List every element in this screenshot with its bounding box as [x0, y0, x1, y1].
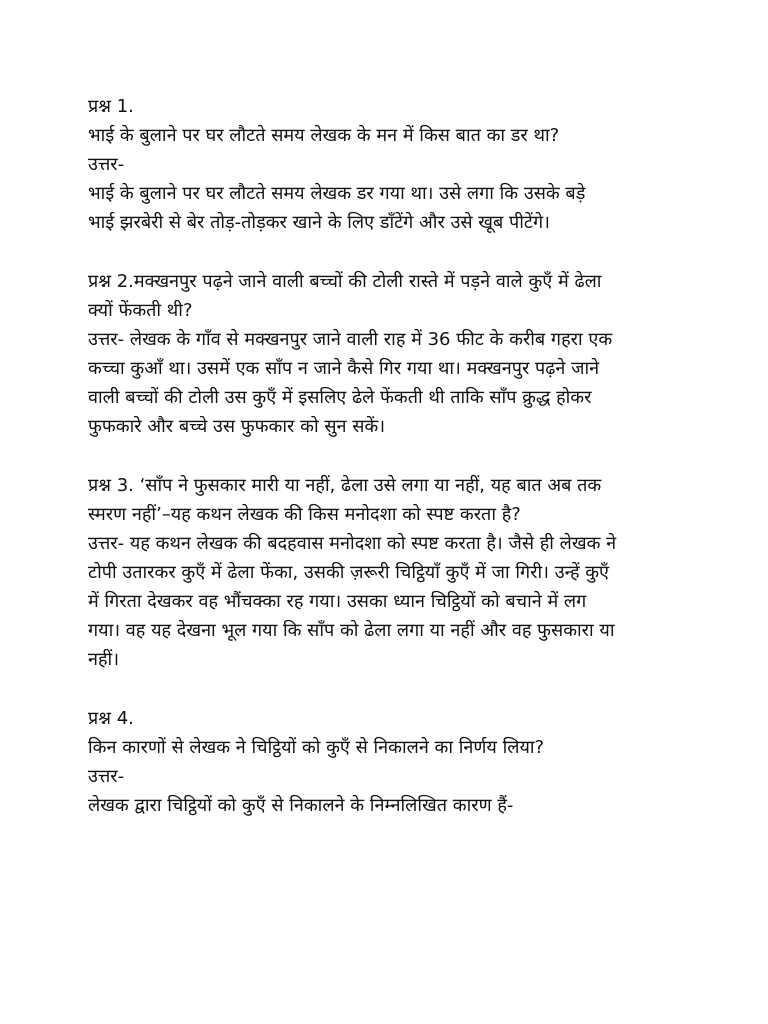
question-4-block	[88, 704, 688, 820]
question-2-line: प्रश्न 2.मक्खनपुर पढ़ने जाने वाली बच्चों की टोली रास्ते में पड़ने वाले कुएँ में ढेला	[88, 271, 602, 292]
paragraph-gap	[88, 441, 688, 471]
answer-1-line: भाई झरबेरी से बेर तोड़-तोड़कर खाने के लिए डाँटेंगे और उसे खूब पीटेंगे।	[88, 212, 550, 233]
question-1-label: प्रश्न 1.	[88, 96, 134, 117]
answer-2-line: कच्चा कुआँ था। उसमें एक साँप न जाने कैसे गिर गया था। मक्खनपुर पढ़ने जाने	[88, 358, 600, 379]
answer-3-line: नहीं।	[88, 649, 120, 670]
answer-4-line: लेखक द्वारा चिट्ठियों को कुएँ से निकालने के निम्नलिखित कारण हैं-	[88, 795, 514, 816]
document-page	[88, 92, 688, 820]
answer-2-line: वाली बच्चों की टोली उस कुएँ में इसलिए ढेले फेंकती थी ताकि साँप क्रुद्ध होकर	[88, 387, 592, 408]
question-3-line: प्रश्न 3. ‘साँप ने फुसकार मारी या नहीं, ढेला उसे लगा या नहीं, यह बात अब तक	[88, 475, 602, 496]
question-3-line: स्मरण नहीं’–यह कथन लेखक की किस मनोदशा को स्पष्ट करता है?	[88, 504, 521, 525]
answer-2-line: फुफकारे और बच्चे उस फुफकार को सुन सकें।	[88, 416, 386, 437]
answer-3-line: गया। वह यह देखना भूल गया कि साँप को ढेला लगा या नहीं और वह फुसकारा या	[88, 620, 615, 641]
question-1-text: भाई के बुलाने पर घर लौटते समय लेखक के मन में किस बात का डर था?	[88, 125, 560, 146]
answer-1-label: उत्तर-	[88, 154, 125, 175]
question-2-block	[88, 267, 688, 441]
answer-2-line: उत्तर- लेखक के गाँव से मक्खनपुर जाने वाली राह में 36 फीट के करीब गहरा एक	[88, 329, 613, 350]
question-4-label: प्रश्न 4.	[88, 708, 134, 729]
question-3-block	[88, 471, 688, 674]
answer-4-label: उत्तर-	[88, 766, 125, 787]
question-2-line: क्यों फेंकती थी?	[88, 300, 193, 321]
question-1-block	[88, 92, 688, 237]
paragraph-gap	[88, 674, 688, 704]
answer-3-line: में गिरता देखकर वह भौंचक्का रह गया। उसका ध्यान चिट्ठियों को बचाने में लग	[88, 591, 587, 612]
question-4-text: किन कारणों से लेखक ने चिट्ठियों को कुएँ से निकालने का निर्णय लिया?	[88, 737, 545, 758]
paragraph-gap	[88, 237, 688, 267]
answer-3-line: टोपी उतारकर कुएँ में ढेला फेंका, उसकी ज़रूरी चिट्ठियाँ कुएँ में जा गिरी। उन्हें कुएँ	[88, 562, 610, 583]
answer-1-line: भाई के बुलाने पर घर लौटते समय लेखक डर गया था। उसे लगा कि उसके बड़े	[88, 183, 586, 204]
answer-3-line: उत्तर- यह कथन लेखक की बदहवास मनोदशा को स्पष्ट करता है। जैसे ही लेखक ने	[88, 533, 617, 554]
